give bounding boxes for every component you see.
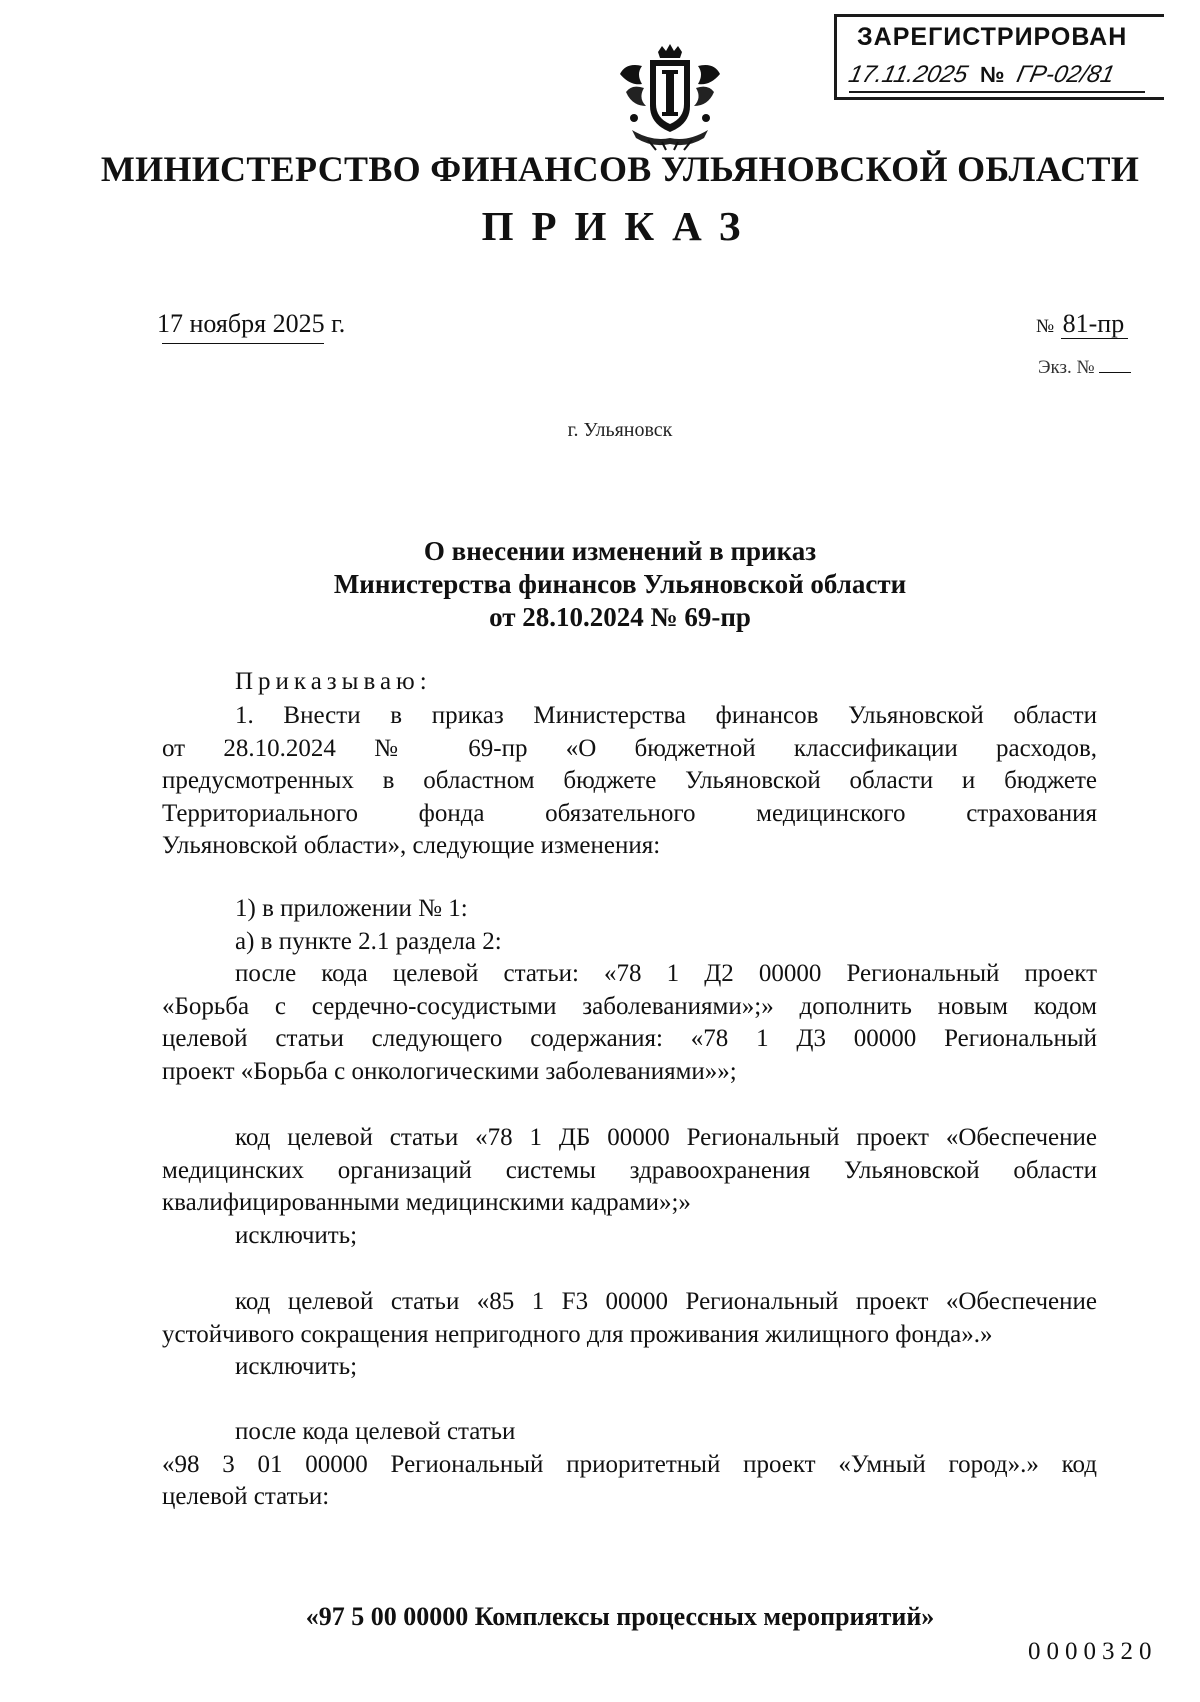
text-line: «98 3 01 00000 Региональный приоритетный проект «Умный город».» код [162,1450,1097,1478]
paragraph-1 [162,700,1097,863]
text-line: 1. Внести в приказ Министерства финансов Ульяновской области [235,702,1097,729]
paragraph-3 [162,1122,1097,1252]
text-line: после кода целевой статьи: «78 1 Д2 00000 Региональный проект [235,960,1097,987]
copy-number [1038,357,1131,379]
ministry-name: МИНИСТЕРСТВО ФИНАНСОВ УЛЬЯНОВСКОЙ ОБЛАСТИ [100,149,1140,189]
text-line: Ульяновской области», следующие изменения: [162,832,661,859]
order-word: Приказываю: [235,668,432,695]
paragraph-4 [162,1286,1097,1384]
stamp-number-sign: № [980,62,1005,87]
number-label: № [1036,316,1055,337]
paragraph-2 [162,958,1097,1088]
text-line: «Борьба с сердечно-сосудистыми заболеваниями»;» дополнить новым кодом [162,992,1097,1020]
text-line: от 28.10.2024 № 69-пр «О бюджетной классификации расходов, [162,734,1097,762]
stamp-number: ГР-02/81 [1014,61,1118,88]
target-article-code: «97 5 00 00000 Комплексы процессных мероприятий» [305,1602,935,1631]
text-line: после кода целевой статьи [235,1418,516,1445]
stamp-date: 17.11.2025 [846,61,971,88]
text-line: код целевой статьи «85 1 F3 00000 Региональный проект «Обеспечение [235,1288,1097,1315]
paragraph-5 [162,1416,1097,1514]
document-number [1036,309,1128,339]
text-line: Территориального фонда обязательного медицинского страхования [162,799,1097,827]
text-line: целевой статьи: [162,1483,330,1510]
subitem-1a: а) в пункте 2.1 раздела 2: [235,927,502,955]
date-underline [162,343,324,344]
text-line: код целевой статьи «78 1 ДБ 00000 Региональный проект «Обеспечение [235,1124,1097,1151]
stamp-registration-line [846,61,1145,93]
title-line: О внесении изменений в приказ [423,536,817,566]
coat-of-arms-icon [612,44,728,152]
registration-stamp [834,14,1164,100]
serial-number: 0000320 [1028,1638,1158,1665]
title-line: Министерства финансов Ульяновской области [333,569,907,599]
text-line: предусмотренных в областном бюджете Ульяновской области и бюджете [162,767,1097,794]
text-line: медицинских организаций системы здравоохранения Ульяновской области [162,1156,1097,1184]
city: г. Ульяновск [567,419,673,441]
number-value: 81-пр [1061,309,1129,339]
text-line: устойчивого сокращения непригодного для проживания жилищного фонда».» [162,1320,993,1348]
document-date: 17 ноября 2025 г. [157,309,346,338]
text-line: проект «Борьба с онкологическими заболеваниями»»; [162,1057,737,1085]
copy-blank [1099,372,1131,373]
subitem-1: 1) в приложении № 1: [235,895,468,922]
stamp-title: ЗАРЕГИСТРИРОВАН [857,23,1128,51]
document-type: ПРИКАЗ [481,203,759,249]
exclude-text: исключить; [235,1353,358,1380]
document-title [0,535,1200,634]
subitem-block [162,893,1097,958]
copy-label: Экз. № [1038,357,1095,378]
text-line: квалифицированными медицинскими кадрами»;» [162,1189,691,1216]
text-line: целевой статьи следующего содержания: «78 1 Д3 00000 Региональный [162,1025,1097,1052]
title-line: от 28.10.2024 № 69-пр [489,602,751,632]
exclude-text: исключить; [235,1221,358,1249]
